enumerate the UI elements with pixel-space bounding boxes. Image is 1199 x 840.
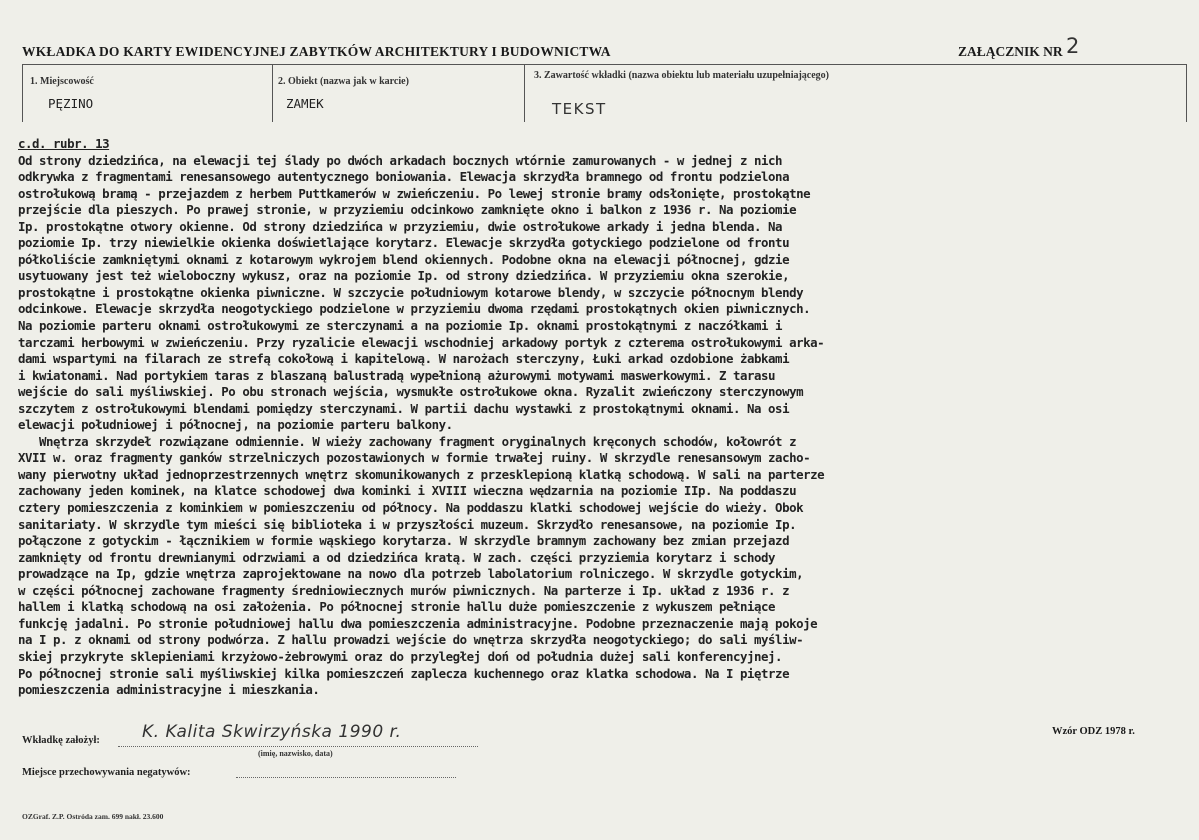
body-line-13: dami wspartymi na filarach ze strefą cokołową i kapitelową. W narożach sterczyny, Łuki arkad ozdobione żabkami bbox=[18, 351, 790, 367]
compiled-dotted-line bbox=[118, 746, 478, 747]
body-line-14: i kwiatonami. Nad portykiem taras z blaszaną balustradą wypełnioną ażurowymi motywami maswerkowymi. Z tarasu bbox=[18, 367, 776, 383]
object-value: ZAMEK bbox=[286, 96, 324, 111]
body-line-30: na I p. z oknami od strony podwórza. Z hallu prowadzi wejście do wnętrza skrzydła neogotyckiego; do sali myśliw- bbox=[18, 632, 804, 648]
body-line-33: pomieszczenia administracyjne i mieszkania. bbox=[18, 682, 320, 698]
body-line-1: Od strony dziedzińca, na elewacji tej ślady po dwóch arkadach bocznych wtórnie zamurowanych - w jednej z nich bbox=[18, 152, 783, 168]
body-line-23: sanitariaty. W skrzydle tym mieści się biblioteka i w przyszłości muzeum. Skrzydło renesansowe, na poziomie Ip. bbox=[18, 516, 797, 532]
body-line-32: Po północnej stronie sali myśliwskiej kilka pomieszczeń zaplecza kuchennego oraz klatka schodowa. Na I piętrze bbox=[18, 665, 790, 681]
body-line-20: wany pierwotny układ jednoprzestrzennych wnętrz skomunikowanych z przesklepioną klatką schodową. W sali na parterze bbox=[18, 466, 825, 482]
body-line-19: XVII w. oraz fragmenty ganków strzelniczych pozostawionych w formie trwałej ruiny. W skrzydle renesansowym zacho- bbox=[18, 450, 811, 466]
body-line-2: odkrywka z fragmentami renesansowego autentycznego boniowania. Elewacja skrzydła bramnego od frontu podzielona bbox=[18, 169, 790, 185]
body-line-10: odcinkowe. Elewacje skrzydła neogotyckiego podzielone w przyziemiu dwoma rzędami prostokątnych okien piwnicznych. bbox=[18, 301, 811, 317]
body-line-15: wejście do sali myśliwskiej. Po obu stronach wejścia, wysmukłe ostrołukowe okna. Ryzalit zwieńczony sterczynowym bbox=[18, 384, 804, 400]
form-title: WKŁADKA DO KARTY EWIDENCYJNEJ ZABYTKÓW ARCHITEKTURY I BUDOWNICTWA bbox=[22, 44, 611, 59]
body-line-12: tarczami herbowymi w zwieńczeniu. Przy ryzalicie elewacji wschodniej arkadowy portyk z czterema ostrołukowymi arka- bbox=[18, 334, 825, 350]
place-label: 1. Miejscowość bbox=[30, 76, 94, 87]
body-line-9: prostokątne i prostokątne okienka piwniczne. W szczycie południowym kotarowe blendy, w szczycie północnym blendy bbox=[18, 284, 804, 300]
content-value: TEKST bbox=[552, 100, 607, 118]
compiled-signature: K. Kalita Skwirzyńska 1990 r. bbox=[142, 722, 402, 742]
annex-number: 2 bbox=[1066, 34, 1080, 58]
body-line-25: zamknięty od frontu drewnianymi odrzwiami a od dziedzińca kratą. W zach. części przyziemia korytarz i schody bbox=[18, 549, 776, 565]
compiled-label: Wkładkę założył: bbox=[22, 735, 100, 746]
body-line-11: Na poziomie parteru oknami ostrołukowymi ze sterczynami a na poziomie Ip. oknami prostokątnymi z naczółkami i bbox=[18, 318, 783, 334]
body-line-31: skiej przykryte sklepieniami krzyżowo-żebrowymi oraz do przyległej doń od południa dużej sali konferencyjnej. bbox=[18, 648, 783, 664]
object-cell-border bbox=[272, 64, 273, 122]
body-line-27: w części północnej zachowane fragmenty średniowiecznych murów piwnicznych. Na parterze i Ip. układ z 1936 r. z bbox=[18, 582, 790, 598]
body-line-24: połączone z gotyckim - łącznikiem w formie wąskiego korytarza. W skrzydle bramnym zachowany bez zmian przejazd bbox=[18, 533, 790, 549]
body-line-17: elewacji południowej i północnej, na poziomie parteru balkony. bbox=[18, 417, 453, 433]
place-value: PĘZINO bbox=[48, 96, 94, 111]
body-line-22: cztery pomieszczenia z kominkiem w pomieszczeniu od północy. Na poddaszu klatki schodowej wejście do wieży. Obok bbox=[18, 500, 804, 516]
storage-dotted-line bbox=[236, 777, 456, 778]
body-line-8: usytuowany jest też wieloboczny wykusz, oraz na poziomie Ip. od strony dziedzińca. W przyziemiu okna szerokie, bbox=[18, 268, 790, 284]
body-line-18: Wnętrza skrzydeł rozwiązane odmiennie. W wieży zachowany fragment oryginalnych kręconych schodów, kołowrót z bbox=[18, 433, 797, 449]
content-label: 3. Zawartość wkładki (nazwa obiektu lub materiału uzupełniającego) bbox=[534, 70, 830, 81]
printer-imprint: OZGraf. Z.P. Ostróda zam. 699 nakł. 23.600 bbox=[22, 812, 164, 821]
compiled-caption: (imię, nazwisko, data) bbox=[258, 749, 333, 758]
right-cell-border bbox=[1186, 64, 1187, 122]
body-text bbox=[18, 136, 1193, 699]
body-line-3: ostrołukową bramą - przejazdem z herbem Puttkamerów w zwieńczeniu. Po lewej stronie bramy odsłonięte, prostokątne bbox=[18, 185, 811, 201]
body-line-5: Ip. prostokątne otwory okienne. Od strony dziedzińca w przyziemiu, dwie ostrołukowe arkady i jedna blenda. Na bbox=[18, 218, 783, 234]
object-label: 2. Obiekt (nazwa jak w karcie) bbox=[278, 76, 409, 87]
body-line-16: szczytem z ostrołukowymi blendami pomiędzy sterczynami. W partii dachu wystawki z prostokątnymi oknami. Na osi bbox=[18, 400, 790, 416]
body-line-28: hallem i klatką schodową na osi założenia. Po północnej stronie hallu duże pomieszczenie z wykuszem pełniące bbox=[18, 599, 776, 615]
storage-label: Miejsce przechowywania negatywów: bbox=[22, 767, 191, 778]
body-line-4: przejście dla pieszych. Po prawej stronie, w przyziemiu odcinkowo zamknięte okno i balkon z 1936 r. Na poziomie bbox=[18, 202, 797, 218]
body-line-6: poziomie Ip. trzy niewielkie okienka doświetlające korytarz. Elewacje skrzydła gotyckiego podzielone od frontu bbox=[18, 235, 790, 251]
body-line-26: prowadzące na Ip, gdzie wnętrza zaprojektowane na nowo dla potrzeb labolatorium rolniczego. W skrzydle gotyckim, bbox=[18, 566, 804, 582]
body-line-0: c.d. rubr. 13 bbox=[18, 136, 110, 151]
annex-label: ZAŁĄCZNIK NR bbox=[958, 44, 1063, 59]
place-cell-border bbox=[22, 64, 23, 122]
template-version: Wzór ODZ 1978 r. bbox=[1052, 726, 1135, 737]
body-line-21: zachowany jeden kominek, na klatce schodowej dwa kominki i XVIII wieczna wędzarnia na poziomie IIp. Na poddaszu bbox=[18, 483, 797, 499]
content-cell-border bbox=[524, 64, 525, 122]
body-line-7: półkoliście zamkniętymi oknami z kotarowym wykrojem blend okiennych. Podobne okna na elewacji północnej, gdzie bbox=[18, 251, 790, 267]
body-line-29: funkcję jadalni. Po stronie południowej hallu dwa pomieszczenia administracyjne. Podobne przeznaczenie mają pokoje bbox=[18, 615, 818, 631]
